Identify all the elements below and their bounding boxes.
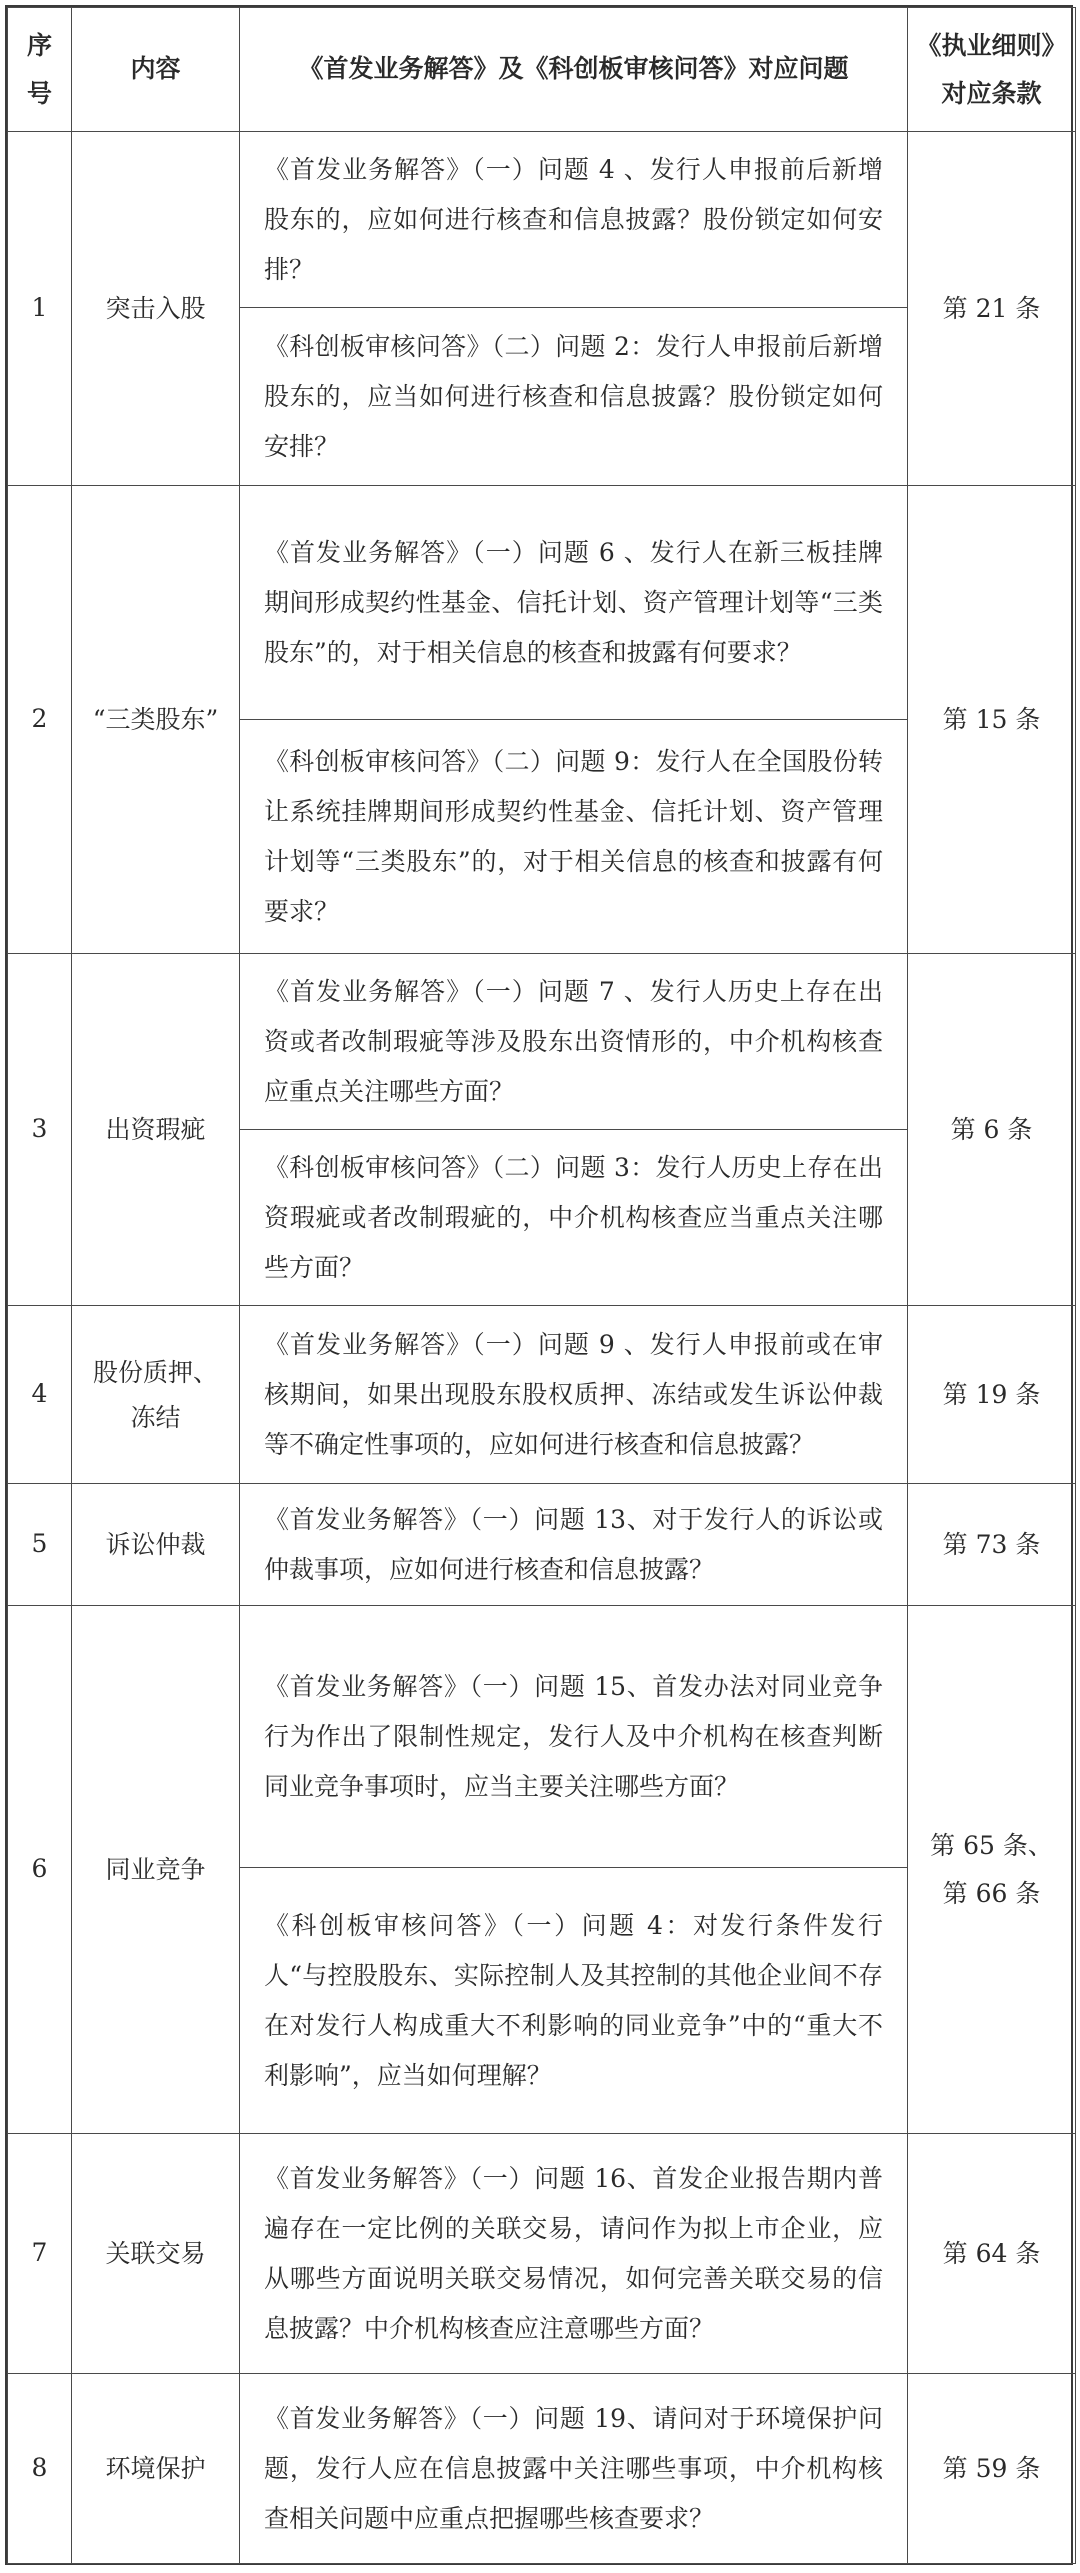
row-topic: 股份质押、冻结 <box>72 1306 240 1484</box>
table-row <box>8 1484 1076 1606</box>
row-clause: 第 6 条 <box>908 954 1076 1306</box>
row-number: 2 <box>8 486 72 954</box>
question-cell: 《首发业务解答》（一）问题 4 、发行人申报前后新增股东的，应如何进行核查和信息披露？股份锁定如何安排？ <box>240 132 908 308</box>
header-row <box>8 8 1076 132</box>
question-cell: 《首发业务解答》（一）问题 7 、发行人历史上存在出资或者改制瑕疵等涉及股东出资情形的，中介机构核查应重点关注哪些方面？ <box>240 954 908 1130</box>
header-seq: 序号 <box>8 8 72 132</box>
table-row <box>8 954 1076 1130</box>
row-number: 8 <box>8 2374 72 2564</box>
question-cell: 《首发业务解答》（一）问题 6 、发行人在新三板挂牌期间形成契约性基金、信托计划、资产管理计划等“三类股东”的，对于相关信息的核查和披露有何要求？ <box>240 486 908 720</box>
question-cell: 《科创板审核问答》（二）问题 2：发行人申报前后新增股东的，应当如何进行核查和信息披露？股份锁定如何安排？ <box>240 308 908 486</box>
question-cell: 《首发业务解答》（一）问题 19、请问对于环境保护问题，发行人应在信息披露中关注哪些事项，中介机构核查相关问题中应重点把握哪些核查要求？ <box>240 2374 908 2564</box>
table-row <box>8 2374 1076 2564</box>
header-questions: 《首发业务解答》及《科创板审核问答》对应问题 <box>240 8 908 132</box>
table-row <box>8 1306 1076 1484</box>
row-number: 7 <box>8 2134 72 2374</box>
question-cell: 《首发业务解答》（一）问题 16、首发企业报告期内普遍存在一定比例的关联交易，请问作为拟上市企业，应从哪些方面说明关联交易情况，如何完善关联交易的信息披露？中介机构核查应注意哪些方面？ <box>240 2134 908 2374</box>
row-number: 6 <box>8 1606 72 2134</box>
row-topic: “三类股东” <box>72 486 240 954</box>
header-rules: 《执业细则》对应条款 <box>908 8 1076 132</box>
table-row <box>8 1606 1076 1868</box>
row-clause: 第 64 条 <box>908 2134 1076 2374</box>
question-cell: 《科创板审核问答》（二）问题 9：发行人在全国股份转让系统挂牌期间形成契约性基金、信托计划、资产管理计划等“三类股东”的，对于相关信息的核查和披露有何要求？ <box>240 720 908 954</box>
header-content: 内容 <box>72 8 240 132</box>
row-topic: 同业竞争 <box>72 1606 240 2134</box>
row-number: 1 <box>8 132 72 486</box>
question-cell: 《首发业务解答》（一）问题 15、首发办法对同业竞争行为作出了限制性规定，发行人及中介机构在核查判断同业竞争事项时，应当主要关注哪些方面？ <box>240 1606 908 1868</box>
table-row <box>8 486 1076 720</box>
table-row <box>8 132 1076 308</box>
row-topic: 突击入股 <box>72 132 240 486</box>
row-topic: 环境保护 <box>72 2374 240 2564</box>
row-number: 3 <box>8 954 72 1306</box>
question-cell: 《首发业务解答》（一）问题 13、对于发行人的诉讼或仲裁事项，应如何进行核查和信息披露？ <box>240 1484 908 1606</box>
row-number: 5 <box>8 1484 72 1606</box>
row-clause: 第 73 条 <box>908 1484 1076 1606</box>
row-clause: 第 65 条、第 66 条 <box>908 1606 1076 2134</box>
question-cell: 《科创板审核问答》（一）问题 4：对发行条件发行人“与控股股东、实际控制人及其控制的其他企业间不存在对发行人构成重大不利影响的同业竞争”中的“重大不利影响”，应当如何理解？ <box>240 1868 908 2134</box>
row-topic: 出资瑕疵 <box>72 954 240 1306</box>
question-cell: 《科创板审核问答》（二）问题 3：发行人历史上存在出资瑕疵或者改制瑕疵的，中介机构核查应当重点关注哪些方面？ <box>240 1130 908 1306</box>
table-row <box>8 2134 1076 2374</box>
row-topic: 关联交易 <box>72 2134 240 2374</box>
row-number: 4 <box>8 1306 72 1484</box>
row-topic: 诉讼仲裁 <box>72 1484 240 1606</box>
question-cell: 《首发业务解答》（一）问题 9 、发行人申报前或在审核期间，如果出现股东股权质押、冻结或发生诉讼仲裁等不确定性事项的，应如何进行核查和信息披露？ <box>240 1306 908 1484</box>
comparison-table <box>7 7 1076 2564</box>
row-clause: 第 59 条 <box>908 2374 1076 2564</box>
row-clause: 第 21 条 <box>908 132 1076 486</box>
comparison-table-frame <box>5 5 1073 2565</box>
row-clause: 第 19 条 <box>908 1306 1076 1484</box>
row-clause: 第 15 条 <box>908 486 1076 954</box>
